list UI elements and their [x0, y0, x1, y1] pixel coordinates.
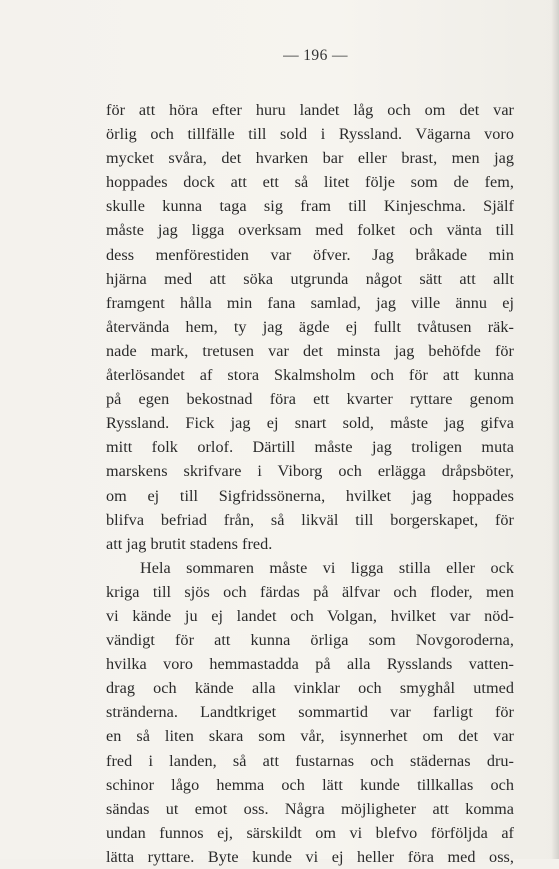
text-line: vi kände ju ej landet och Volgan, hvilket var nöd-	[106, 606, 514, 625]
text-line: måste jag ligga overksam med folket och vänta till	[106, 221, 514, 240]
page-edge-shadow	[551, 0, 559, 859]
text-line: om ej till Sigfridssönerna, hvilket jag hoppades	[106, 486, 514, 505]
text-line: fred i landen, så att fustarnas och städernas dru-	[106, 751, 514, 770]
text-line: att jag brutit stadens fred.	[106, 534, 273, 553]
text-line: stränderna. Landtkriget sommartid var farligt för	[106, 703, 514, 722]
text-line: schinor lågo hemma och lätt kunde tillkallas och	[106, 775, 514, 794]
text-line: dess menförestiden var öfver. Jag bråkade min	[106, 245, 514, 264]
text-line: skulle kunna taga sig fram till Kinjeschma. Själf	[106, 197, 514, 216]
text-line: mitt folk orlof. Därtill måste jag troligen muta	[106, 438, 514, 457]
text-line: Hela sommaren måste vi ligga stilla eller ock	[140, 558, 514, 577]
text-line: kriga till sjös och färdas på älfvar och floder, men	[106, 582, 514, 601]
text-line: mycket svåra, det hvarken bar eller brast, men jag	[106, 149, 514, 168]
text-line: vändigt för att kunna örliga som Novgoroderna,	[106, 631, 514, 650]
text-line: hvilka voro hemmastadda på alla Rysslands vatten-	[106, 655, 514, 674]
page-number: — 196 —	[283, 47, 348, 64]
body-text	[106, 98, 514, 869]
text-line: blifva befriad från, så likväl till borgerskapet, för	[106, 510, 514, 529]
text-line: hjärna med att söka utgrunda något sätt att allt	[106, 269, 514, 288]
text-line: Ryssland. Fick jag ej snart sold, måste jag gifva	[106, 414, 514, 433]
text-line: sändas ut emot oss. Några möjligheter att komma	[106, 799, 514, 818]
text-line: återvända hem, ty jag ägde ej fullt tvåtusen räk-	[106, 317, 514, 336]
text-line: undan funnos ej, särskildt om vi blefvo förföljda af	[106, 823, 514, 842]
text-line: på egen bekostnad föra ett kvarter ryttare genom	[106, 390, 514, 409]
text-line: örlig och tillfälle till sold i Ryssland. Vägarna voro	[106, 125, 514, 144]
text-line: drag och kände alla vinklar och smyghål utmed	[106, 679, 514, 698]
text-line: marskens skrifvare i Viborg och erlägga dråpsböter,	[106, 462, 514, 481]
text-line: återlösandet af stora Skalmsholm och för att kunna	[106, 366, 514, 385]
text-line: framgent hålla min fana samlad, jag ville ännu ej	[106, 293, 514, 312]
text-line: en så liten skara som vår, isynnerhet om det var	[106, 727, 514, 746]
text-line: nade mark, tretusen var det minsta jag behöfde för	[106, 341, 514, 360]
text-line: lätta ryttare. Byte kunde vi ej heller föra med oss,	[106, 847, 514, 866]
text-line: för att höra efter huru landet låg och om det var	[106, 101, 514, 119]
text-line: hoppades dock att ett så litet följe som de fem,	[106, 173, 514, 192]
